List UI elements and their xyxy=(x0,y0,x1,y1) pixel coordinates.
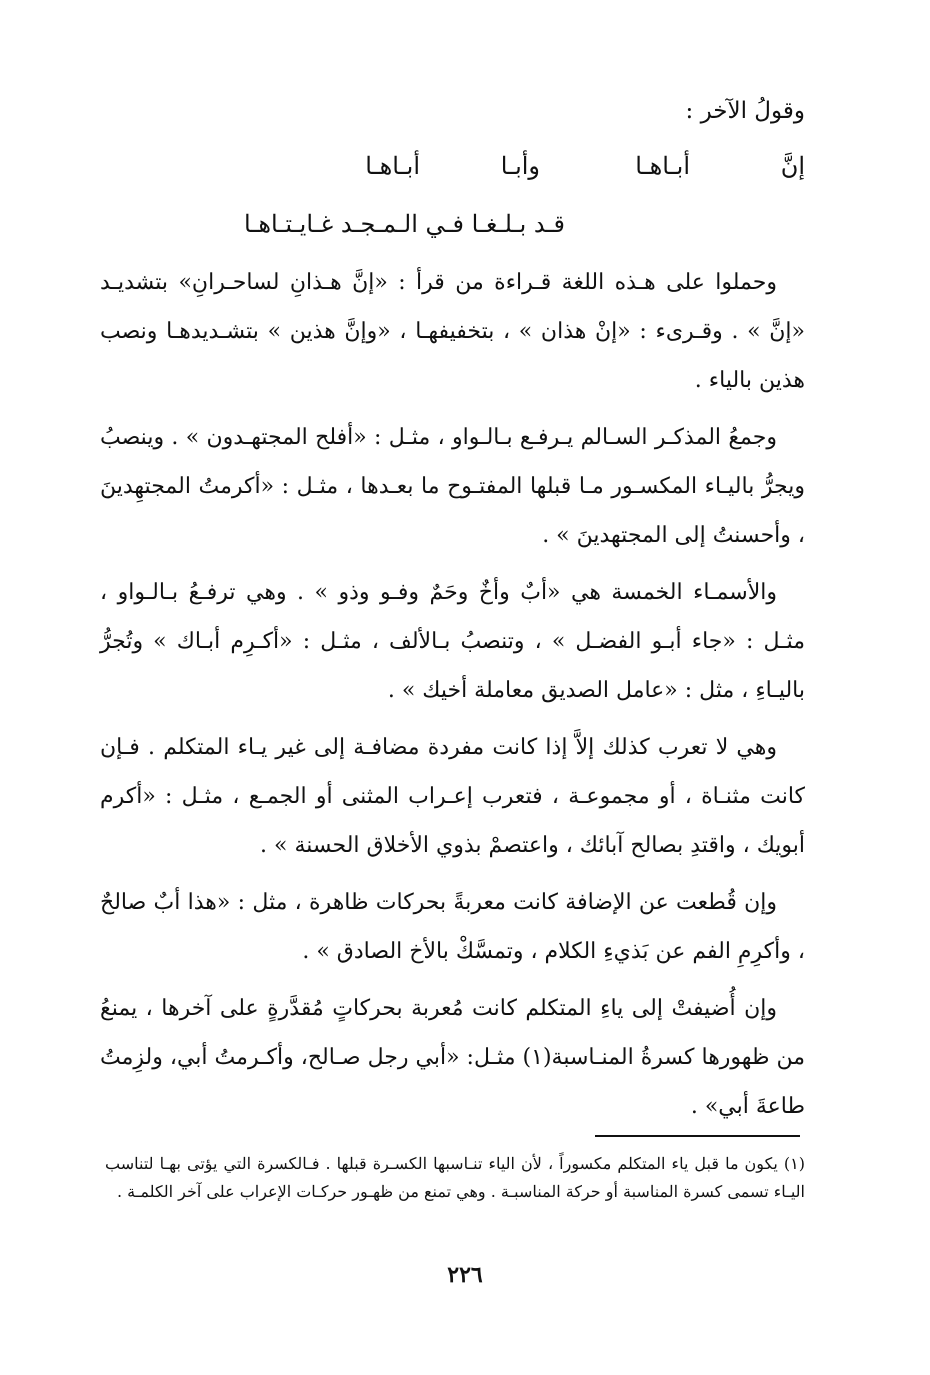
verse-line-1 xyxy=(100,146,805,186)
verse-word: أبـاهـا xyxy=(365,152,420,180)
paragraph: وحملوا على هـذه اللغة قـراءة من قرأ : «إنَّ هـذانِ لساحـرانِ» بتشديـد «إنَّ » . وقـرىء : «إنْ هذان » ، بتخفيفهـا ، «وإنَّ هذين » بتشـديدهـا ونصب هذين بالياء . xyxy=(100,270,805,393)
verse-word: أبـاهـا xyxy=(635,152,690,180)
paragraph: وهي لا تعرب كذلك إلاَّ إذا كانت مفردة مضافـة إلى غير يـاء المتكلم . فـإن كانت مثنـاة ، أو مجموعـة ، فتعرب إعـراب المثنى أو الجمـع ، مثـل : «أكرم أبويك ، واقتدِ بصالح آبائك ، واعتصمْ بذوي الأخلاق الحسنة » . xyxy=(100,735,805,858)
paragraph: وجمعُ المذكـر السـالم يـرفـع بـالـواو ، مثـل : «أفلح المجتهـدون » . وينصبُ ويجرُّ باليـاء المكسـور مـا قبلها المفتـوح ما بعـدها ، مثـل : «أكرمتُ المجتهِدينَ ، وأحسنتُ إلى المجتهدينَ » . xyxy=(100,425,805,548)
page-number: ٢٢٦ xyxy=(447,1262,483,1288)
verse-word: وأبـا xyxy=(500,152,540,180)
footnote: (١) يكون ما قبل ياء المتكلم مكسوراً ، لأن الياء تنـاسبها الكسـرة قبلها . فـالكسرة التي يؤتى بهـا لتناسب اليـاء تسمى كسرة المناسبة أو حركة المناسبـة . وهي تمنع من ظهـور حركـات الإعراب على آخر الكلمـة . xyxy=(105,1154,805,1201)
footnote-divider xyxy=(595,1135,800,1137)
paragraph: وإن قُطعت عن الإضافة كانت معربةً بحركات ظاهرة ، مثل : «هذا أبٌ صالحٌ ، وأكرِمِ الفم عن بَذيءِ الكلام ، وتمسَّكْ بالأخ الصادق » . xyxy=(100,890,805,964)
paragraph: والأسمـاء الخمسة هي «أبٌ وأخٌ وحَمٌ وفـو وذو » . وهي ترفـعُ بـالـواو ، مثـل : «جاء أبـو الفضـل » ، وتنصبُ بـالألف ، مثـل : «أكـرِم أبـاك » وتُجرُّ باليـاءِ ، مثل : «عامل الصديق معاملة أخيك » . xyxy=(100,580,805,703)
page-body xyxy=(100,90,805,1139)
intro-line: وقولُ الآخر : xyxy=(685,98,805,124)
paragraph: وإن أُضيفتْ إلى ياءِ المتكلم كانت مُعربة بحركاتٍ مُقدَّرةٍ على آخرها ، يمنعُ من ظهورها كسرةُ المنـاسبة(١) مثـل: «أبي رجل صـالح، وأكـرمتُ أبي، ولزِمتُ طاعةَ أبي» . xyxy=(100,996,805,1119)
verse-word: إنَّ xyxy=(780,152,805,180)
verse-line-2: قـد بـلـغـا فـي الـمـجـد غـايـتـاهـا xyxy=(244,210,565,238)
